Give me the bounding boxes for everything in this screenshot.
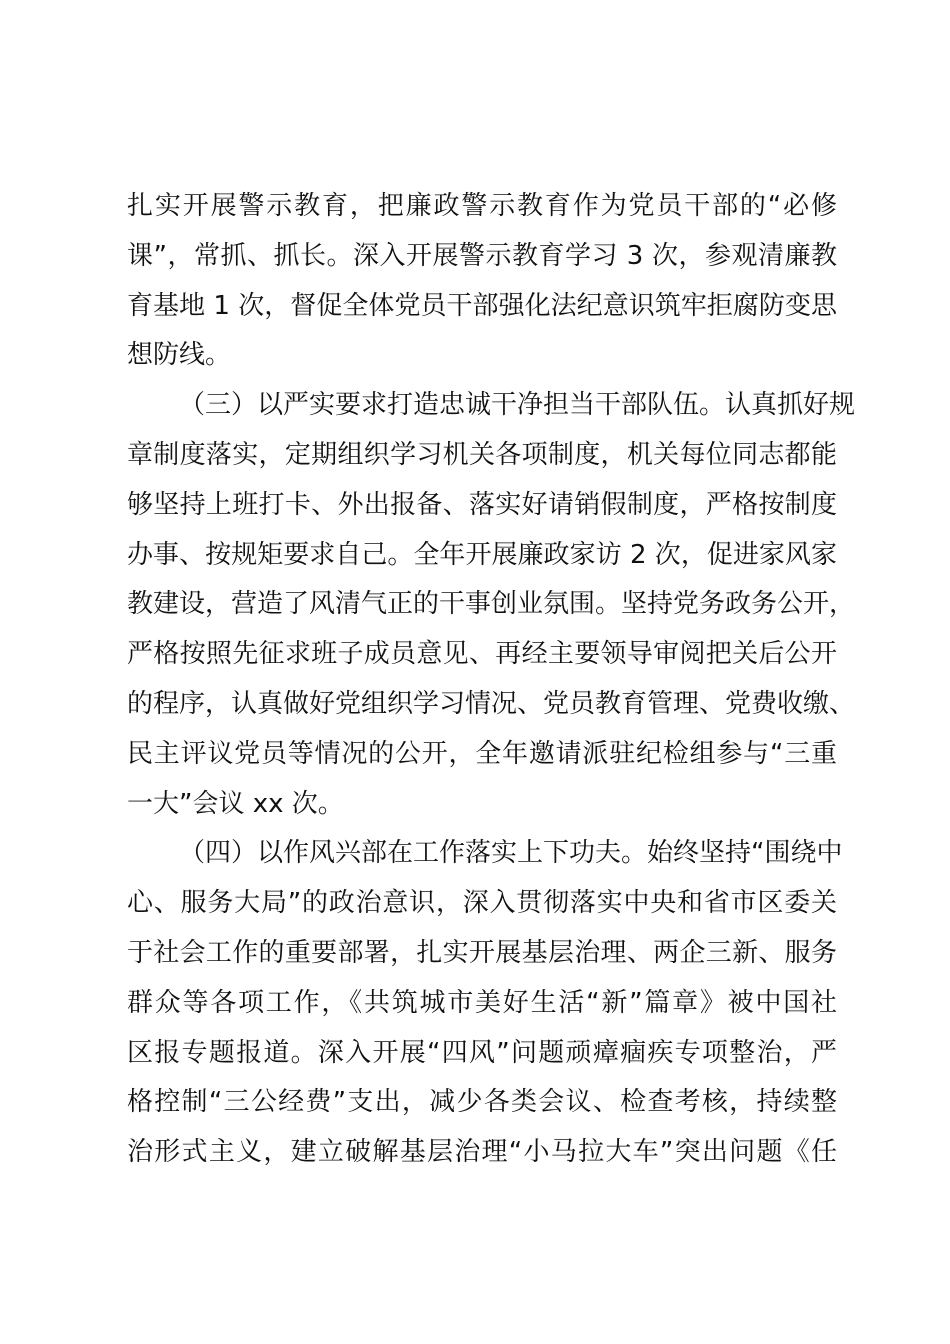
text-line: 课”，常抓、抓长。深入开展警示教育学习 3 次，参观清廉教 — [127, 240, 837, 271]
text-line: 的程序，认真做好党组织学习情况、党员教育管理、党费收缴、 — [127, 688, 856, 719]
text-line: 章制度落实，定期组织学习机关各项制度，机关每位同志都能 — [127, 439, 837, 470]
text-line: 严格按照先征求班子成员意见、再经主要领导审阅把关后公开 — [127, 639, 837, 670]
text-line: 民主评议党员等情况的公开，全年邀请派驻纪检组参与“三重 — [127, 738, 837, 769]
text-line: 育基地 1 次，督促全体党员干部强化法纪意识筑牢拒腐防变思 — [127, 290, 837, 321]
text-line: 区报专题报道。深入开展“四风”问题顽瘴痼疾专项整治，严 — [127, 1037, 837, 1068]
text-line: 办事、按规矩要求自己。全年开展廉政家访 2 次，促进家风家 — [127, 539, 837, 570]
text-line: 格控制“三公经费”支出，减少各类会议、检查考核，持续整 — [127, 1087, 837, 1118]
body-text — [127, 182, 856, 1178]
paragraph-heading-line: （三）以严实要求打造忠诚干净担当干部队伍。认真抓好规 — [179, 390, 856, 421]
text-line: 够坚持上班打卡、外出报备、落实好请销假制度，严格按制度 — [127, 489, 837, 520]
text-line: 心、服务大局”的政治意识，深入贯彻落实中央和省市区委关 — [127, 888, 837, 919]
text-line: 群众等各项工作，《共筑城市美好生活“新”篇章》被中国社 — [127, 987, 837, 1018]
text-line: 于社会工作的重要部署，扎实开展基层治理、两企三新、服务 — [127, 937, 837, 968]
text-line: 一大”会议 xx 次。 — [127, 788, 344, 819]
paragraph-heading-line: （四）以作风兴部在工作落实上下功夫。始终坚持“围绕中 — [179, 838, 843, 869]
text-line: 治形式主义，建立破解基层治理“小马拉大车”突出问题《任 — [127, 1137, 837, 1168]
text-line: 教建设，营造了风清气正的干事创业氛围。坚持党务政务公开， — [127, 589, 856, 620]
text-line: 扎实开展警示教育，把廉政警示教育作为党员干部的“必修 — [127, 191, 837, 221]
text-line: 想防线。 — [127, 340, 232, 371]
